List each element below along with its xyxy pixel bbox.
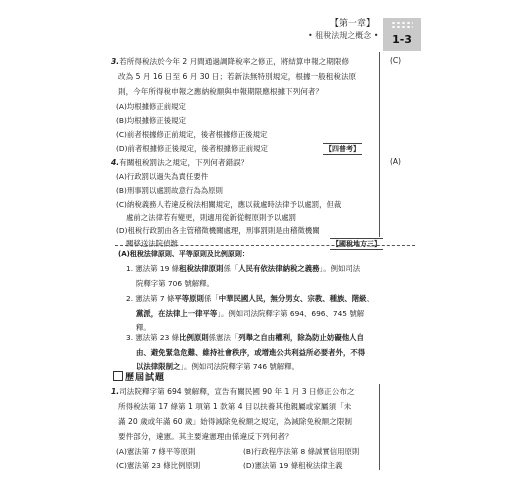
q4-option-d: (D)租稅行政罰由各主管稽徵機關處理，刑事罰則是由稽徵機關	[116, 226, 320, 235]
q4-option-c-cont: 處前之法律若有變更，則適用從新從輕原則予以處罰	[126, 213, 296, 222]
question-3-stem: 3.若所得稅法於今年 2 月間通過調降稅率之修正，將結算申報之期限修 改為 5 月 16 日至 6 月 30 日；若新法無特別規定，根據一般租稅法原 則，今年所得稅申報之應納稅額與申報期限應根據下列何者？	[111, 57, 357, 96]
dashed-divider	[115, 245, 415, 246]
q4-source: 【國稅地方三】	[332, 240, 381, 248]
answer-q3: (C)	[390, 56, 402, 65]
q3-option-d: (D)前者根據修正後規定，後者根據修正前規定	[116, 144, 268, 153]
q4-option-c: (C)納稅義務人若違反稅法相關規定，應以裁處時法律予以處罰，但裁	[116, 200, 342, 209]
answer-divider	[379, 52, 380, 237]
page-number: 1-3	[392, 33, 412, 46]
dots-decoration-icon	[391, 21, 413, 29]
q1-option-c: (C)憲法第 23 條比例原則	[116, 461, 201, 470]
q4-option-b: (B)刑事罰以處罰故意行為為原則	[116, 186, 223, 195]
q3-option-b: (B)均根據修正後規定	[116, 116, 186, 125]
q1-option-d: (D)憲法第 19 條租稅法律主義	[243, 461, 343, 470]
q4-option-d-cont: 關移送法院偵辦	[126, 239, 178, 248]
q1-option-b: (B)行政程序法第 8 條誠實信用原則	[243, 447, 360, 456]
answer-divider-lower	[379, 384, 380, 470]
q3-option-a: (A)均根據修正前規定	[116, 102, 186, 111]
question-4-stem: 4.有關租稅罰法之規定，下列何者錯誤？	[111, 158, 249, 167]
explanation-item-1: 1. 憲法第 19 條租稅法律原則係「人民有依法律納稅之義務」。例如司法 院釋字第 706 號解釋。	[126, 264, 361, 288]
section-label: • 租稅法規之概念 •	[308, 31, 379, 40]
section-title: 歷屆試題	[113, 370, 165, 383]
q1-option-a: (A)憲法第 7 條平等原則	[116, 447, 196, 456]
explanation-heading: (A)租稅法律原則、平等原則及比例原則：	[118, 250, 249, 258]
chapter-label: 【第一章】	[330, 19, 376, 29]
checkbox-icon	[113, 371, 123, 381]
page-tab	[383, 18, 421, 51]
explanation-item-2: 2. 憲法第 7 條平等原則係「中華民國人民，無分男女、宗教、種族、階級、 黨派，在法律上一律平等」。例如司法院釋字第 694、696、745 號解 釋。	[126, 294, 374, 332]
explanation-item-3: 3. 憲法第 23 條比例原則係憲法「列舉之自由權利，除為防止妨礙他人自 由、避免緊急危難、維持社會秩序，或增進公共利益所必要者外，不得 以法律限制之」。例如司法院釋字第 746 號解釋。	[126, 333, 366, 371]
q4-option-a: (A)行政罰以過失為責任要件	[116, 172, 209, 181]
question-1-stem: 1.司法院釋字第 694 號解釋，宣告有關民國 90 年 1 月 3 日修正公布之 所得稅法第 17 條第 1 項第 1 款第 4 目以扶養其他親屬或家屬須「未 滿 20 歲或年滿 60 歲」始得減除免稅額之規定，為減除免稅額之限制 要件部分，違憲。其主要違憲理由係違反下列何者？	[111, 387, 355, 441]
q3-source: 【四普考】	[325, 145, 360, 153]
answer-q4: (A)	[390, 157, 401, 166]
q3-option-c: (C)前者根據修正前規定，後者根據修正後規定	[116, 130, 268, 139]
